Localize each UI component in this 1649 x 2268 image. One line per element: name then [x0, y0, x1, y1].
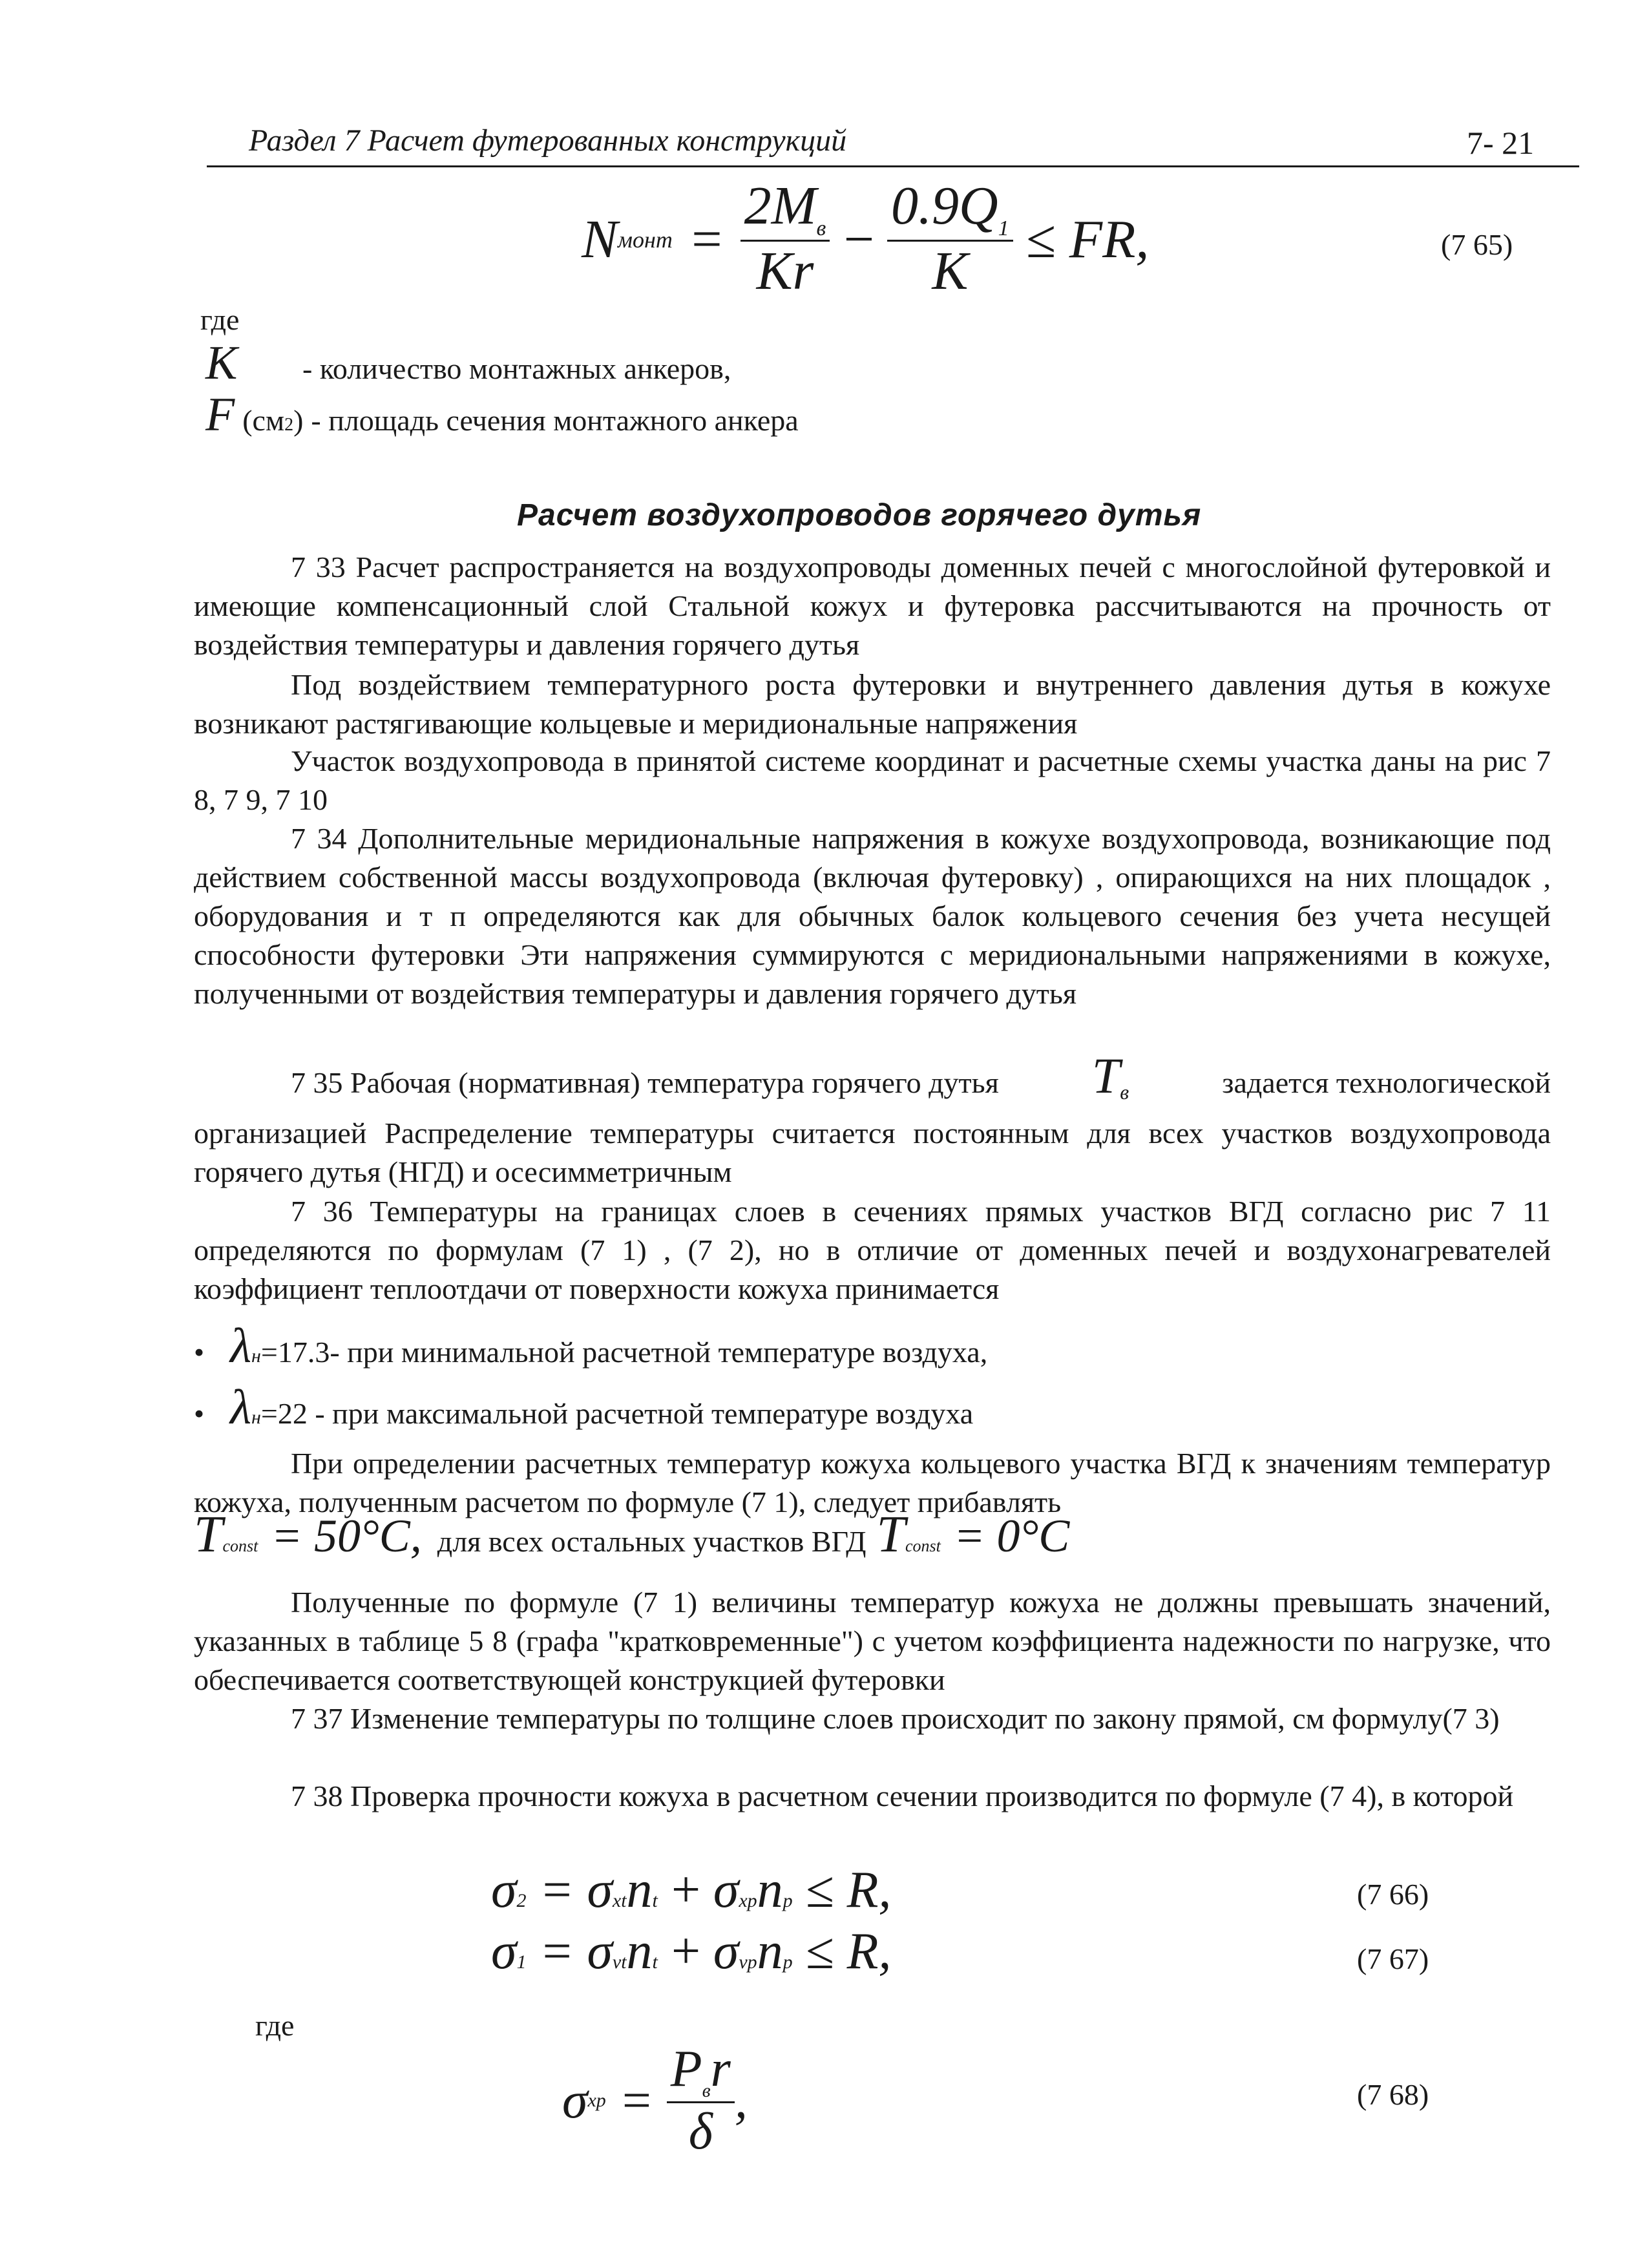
- paragraph-7-38: 7 38 Проверка прочности кожуха в расчетном сечении производится по формуле (7 4), в которой: [291, 1780, 1514, 1812]
- equation-7-65: [582, 178, 1149, 302]
- frac2-numerator: 0.9Q: [891, 176, 998, 236]
- definition-f-text: - площадь сечения монтажного анкера: [311, 404, 799, 437]
- eq-lhs: N: [582, 209, 618, 270]
- tconst-2-value: = 0°C: [953, 1510, 1070, 1562]
- page-number: 7- 21: [1467, 125, 1535, 161]
- unit-cm: (см: [242, 404, 285, 437]
- tconst-line: [194, 1506, 1069, 1564]
- paragraph-7-35-line1: [291, 1047, 1551, 1105]
- section-heading: Расчет воздухопроводов горячего дутья: [517, 498, 1202, 532]
- eq768-lhs-sub: xp: [587, 2090, 606, 2112]
- bullet-1-text: =17.3- при минимальной расчетной температуре воздуха,: [260, 1336, 988, 1369]
- definition-f: [205, 388, 799, 443]
- eq768-numerator-r: r: [710, 2041, 731, 2097]
- eq-lhs-sub: монт: [618, 226, 673, 253]
- paragraph-section-schemes: Участок воздухопровода в принятой системе координат и расчетные схемы участка даны на рис 7 8, 7 9, 7 10: [194, 744, 1551, 816]
- frac1-num-sub: в: [816, 216, 826, 240]
- symbol-tconst-1-sub: const: [222, 1537, 258, 1555]
- eq-equals: =: [688, 209, 725, 270]
- where-label-1: где: [200, 303, 240, 336]
- bullet-dot-icon: •: [194, 1397, 205, 1430]
- header-rule: [207, 165, 1579, 167]
- symbol-t: T: [1091, 1047, 1120, 1104]
- fraction-1: [740, 178, 830, 302]
- frac2-denominator: K: [932, 241, 969, 302]
- bullet-dot-icon: •: [194, 1336, 205, 1369]
- symbol-f: F: [205, 388, 235, 441]
- p735-text-b: задается технологической: [1222, 1066, 1551, 1099]
- paragraph-7-37: 7 37 Изменение температуры по толщине слоев происходит по закону прямой, см формулу(7 3): [291, 1702, 1500, 1735]
- definition-k-text: - количество монтажных анкеров,: [302, 352, 731, 385]
- paragraph-7-35-rest: организацией Распределение температуры считается постоянным для всех участков воздухопровода горячего дутья (НГД) и осесимметричным: [194, 1117, 1551, 1188]
- paragraph-7-36: 7 36 Температуры на границах слоев в сечениях прямых участков ВГД согласно рис 7 11 определяются по формулам (7 1) , (7 2), но в отличие от доменных печей и воздухонагревателей коэффициент теплоотдачи от поверхности кожуха принимается: [194, 1195, 1551, 1305]
- bullet-2-text: =22 - при максимальной расчетной температуре воздуха: [260, 1397, 974, 1430]
- frac1-numerator: 2M: [744, 176, 817, 236]
- paragraph-under-action: Под воздействием температурного роста футеровки и внутреннего давления дутья в кожухе возникают растягивающие кольцевые и меридиональные напряжения: [194, 668, 1551, 740]
- eq768-equals: =: [618, 2072, 654, 2129]
- where-label-2: где: [255, 2009, 295, 2042]
- eq768-comma: ,: [734, 2072, 748, 2129]
- equation-number-7-66: (7 66): [1357, 1878, 1429, 1911]
- p735-symbol: [1092, 1047, 1129, 1105]
- frac1-denominator: Kr: [756, 241, 814, 302]
- eq-rhs: ≤ FR,: [1025, 209, 1150, 270]
- symbol-t-sub: в: [1120, 1080, 1129, 1104]
- frac2-num-sub: 1: [998, 216, 1009, 240]
- eq768-denominator: δ: [688, 2103, 713, 2160]
- bullet-item-1: [194, 1318, 987, 1374]
- eq-minus: −: [840, 209, 877, 270]
- equation-number-7-67: (7 67): [1357, 1942, 1429, 1975]
- p735-text-a: 7 35 Рабочая (нормативная) температура горячего дутья: [291, 1066, 999, 1099]
- equation-number-7-65: (7 65): [1441, 228, 1513, 261]
- eq768-fraction: [667, 2042, 735, 2160]
- eq768-numerator: P: [670, 2041, 702, 2097]
- symbol-lambda-1: λ: [230, 1319, 252, 1373]
- tconst-middle-text: для всех остальных участков ВГД: [437, 1525, 867, 1558]
- symbol-lambda-2: λ: [230, 1380, 252, 1434]
- paragraph-obtained-values: Полученные по формуле (7 1) величины температур кожуха не должны превышать значений, указанных в таблице 5 8 (графа "кратковременные") с учетом коэффициента надежности по нагрузке, что обеспечивается соответствующей конструкцией футеровки: [194, 1586, 1551, 1696]
- symbol-k: K: [205, 337, 238, 390]
- definition-k: [205, 336, 731, 391]
- equation-number-7-68: (7 68): [1357, 2078, 1429, 2111]
- unit-close: ): [293, 404, 304, 437]
- paragraph-7-34: 7 34 Дополнительные меридиональные напряжения в кожухе воздухопровода, возникающие под действием собственной массы воздухопровода (включая футеровку) , опирающихся на них площадок , оборудования и т п определяются как для обычных балок кольцевого сечения без учета несущей способности футеровки Эти напряжения суммируются с меридиональными напряжениями в кожухе, полученными от воздействия температуры и давления горячего дутья: [194, 822, 1551, 1010]
- equation-7-66: σ $_2$ = σ $_{xt}$ n $_t$ + σ $_{xp}$ n $_p$ ≤ R,: [491, 1862, 892, 1918]
- symbol-tconst-1: T: [194, 1506, 223, 1563]
- page-header-title: Раздел 7 Расчет футерованных конструкций: [249, 123, 847, 158]
- paragraph-7-33: 7 33 Расчет распространяется на воздухопроводы доменных печей с многослойной футеровкой и имеющие компенсационный слой Стальной кожух и футеровка рассчитываются на прочность от воздействия температуры и давления горячего дутья: [194, 551, 1551, 661]
- unit-sup: 2: [284, 415, 294, 435]
- symbol-lambda-1-sub: н: [251, 1345, 261, 1367]
- eq768-num-sub: в: [702, 2080, 711, 2101]
- paragraph-temperature-addition: При определении расчетных температур кожуха кольцевого участка ВГД к значениям температур кожуха, полученным расчетом по формуле (7 1), следует прибавлять: [194, 1447, 1551, 1518]
- fraction-2: [887, 178, 1013, 302]
- bullet-item-2: [194, 1380, 973, 1436]
- eq768-lhs: σ: [562, 2072, 588, 2129]
- equation-7-67: σ $_1$ = σ $_{vt}$ n $_t$ + σ $_{vp}$ n $_p$ ≤ R,: [491, 1923, 892, 1980]
- tconst-1-value: = 50°C,: [271, 1510, 422, 1562]
- symbol-tconst-2: T: [876, 1506, 905, 1563]
- equation-7-68: [562, 2042, 748, 2160]
- symbol-tconst-2-sub: const: [905, 1537, 941, 1555]
- symbol-lambda-2-sub: н: [251, 1407, 261, 1428]
